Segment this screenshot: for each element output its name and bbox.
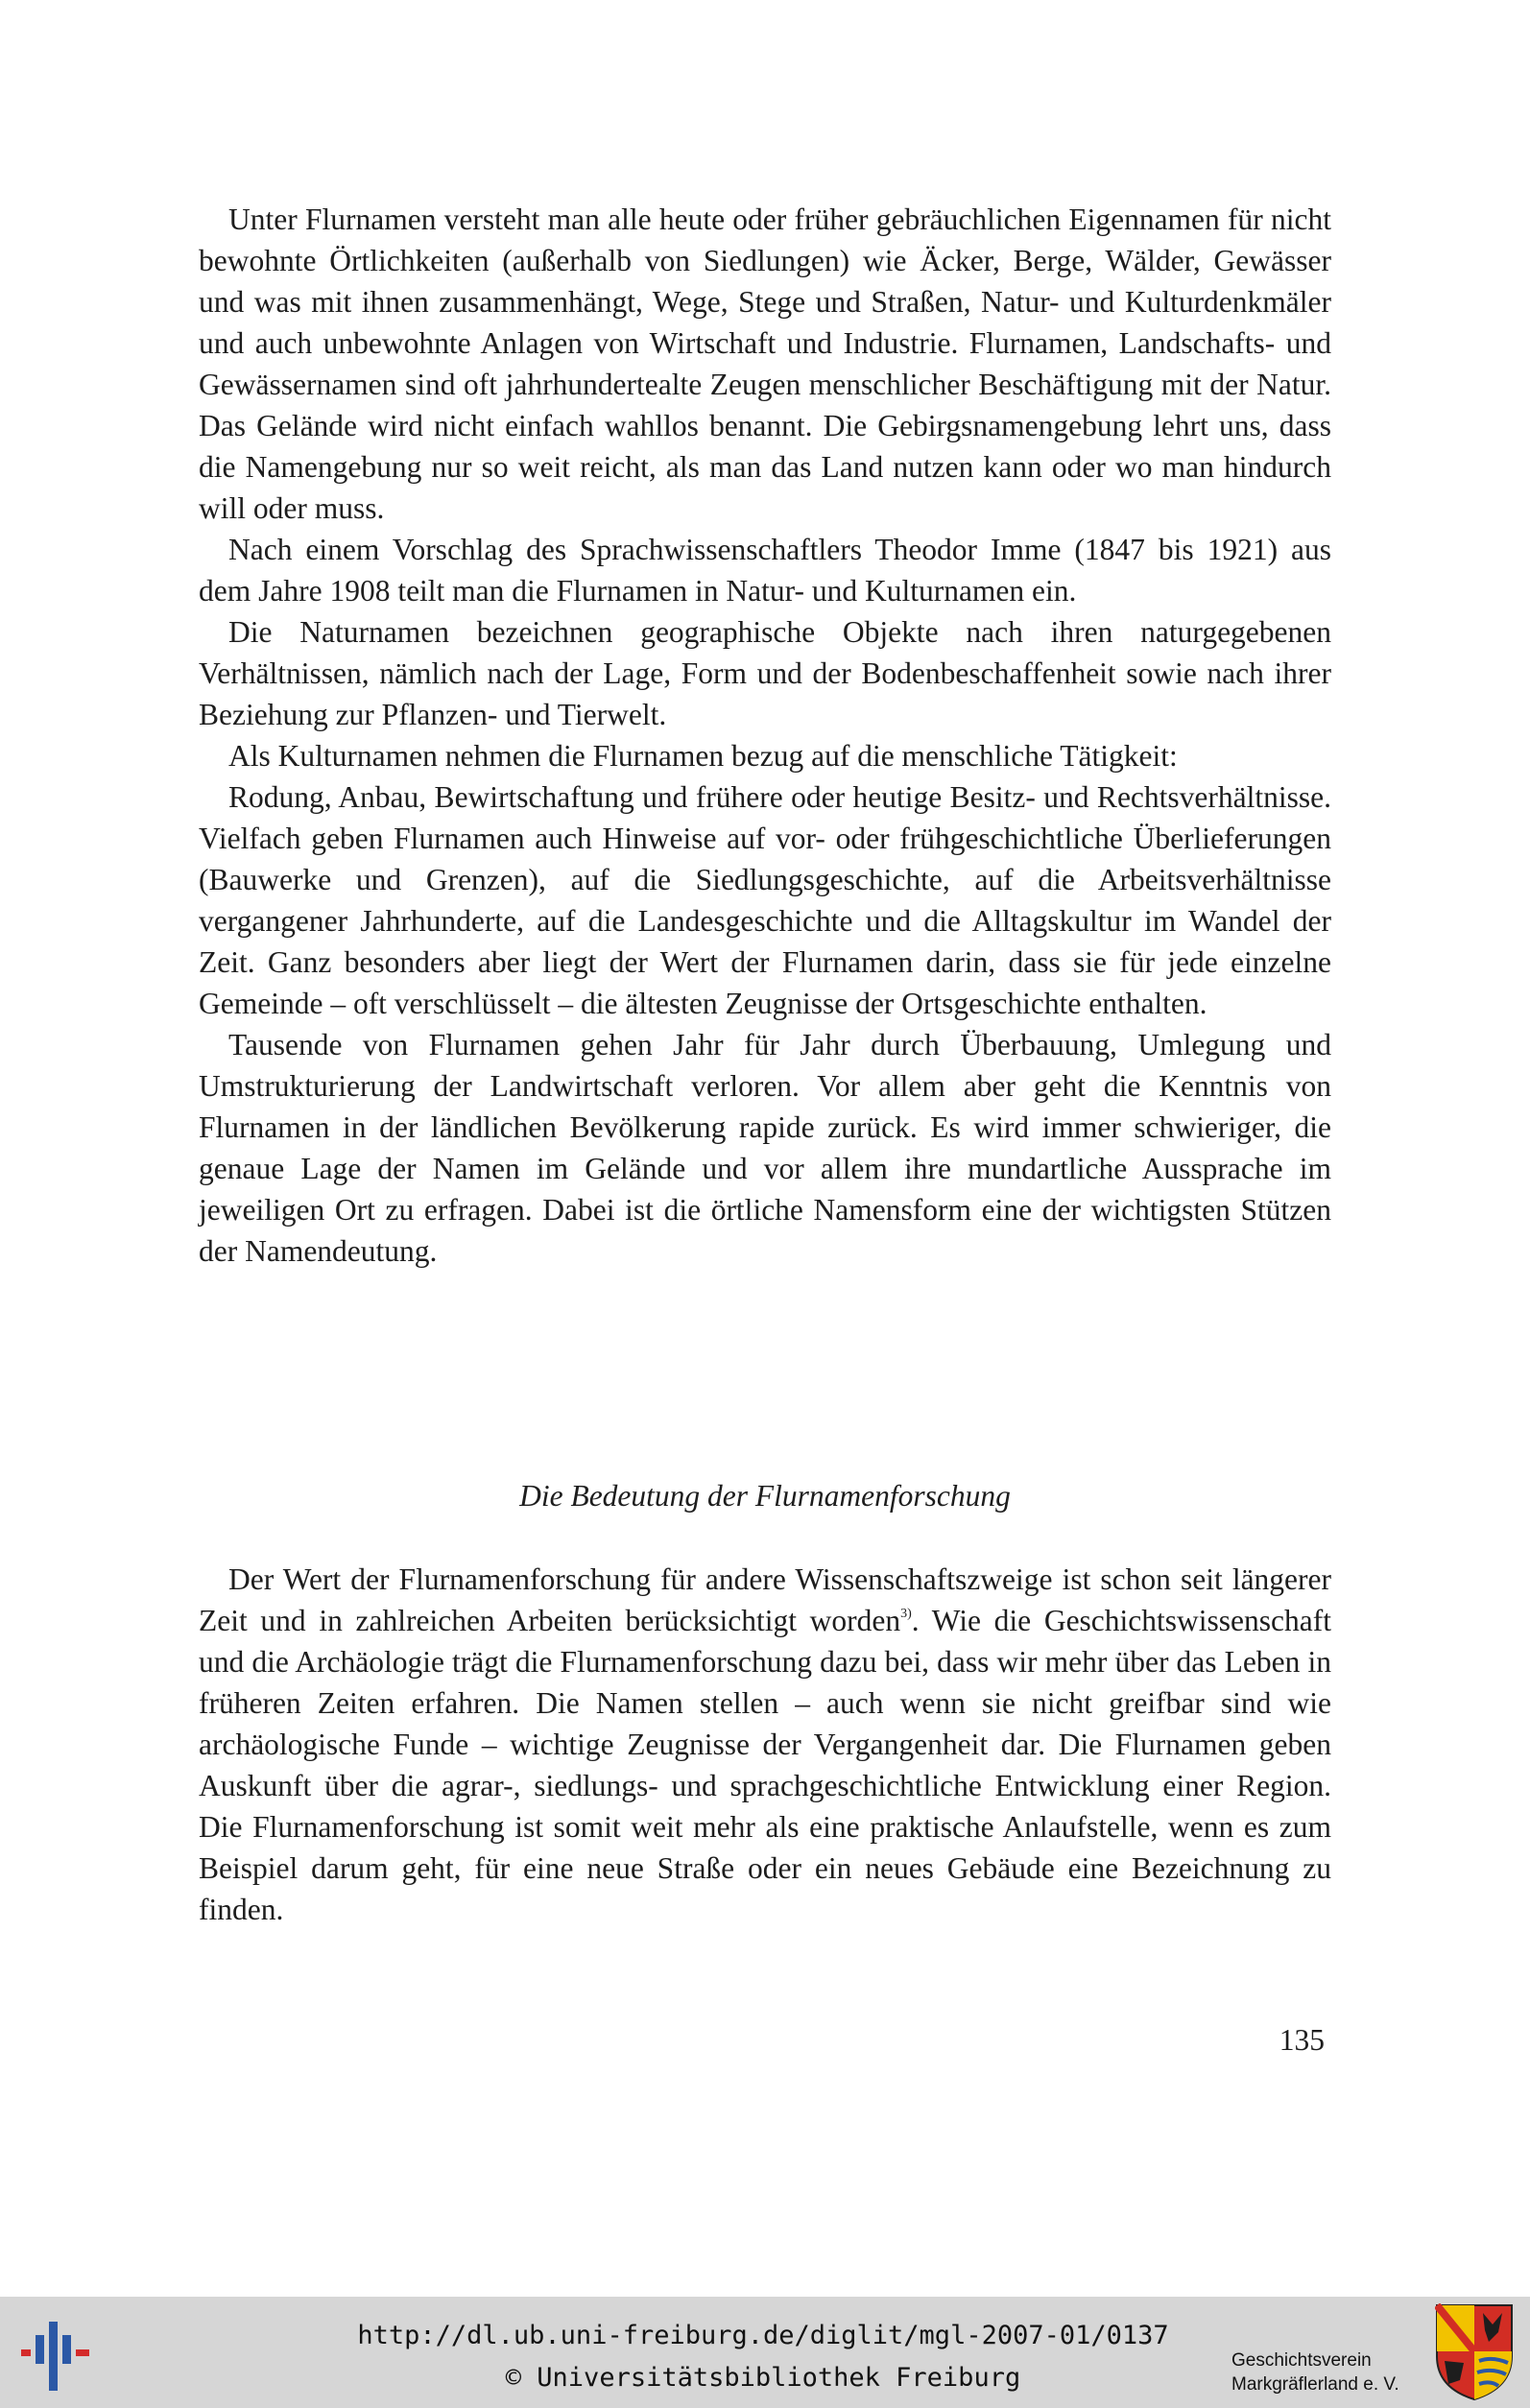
paragraph xyxy=(199,1559,1331,1930)
society-line: Markgräflerland e. V. xyxy=(1231,2374,1399,2395)
paragraph-part: . Wie die Geschichtswissenschaft und die Archäologie trägt die Flurnamenforschung dazu bei, dass wir mehr über das Leben in früheren Zeiten erfahren. Die Namen stellen – auch wenn sie nicht greifbar sind wie archäologische Funde – wichtige Zeugnisse der Vergangenheit dar. Die Flurnamen geben Auskunft über die agrar-, siedlungs- und sprachgeschichtliche Entwicklung einer Region. Die Flurnamenforschung ist somit weit mehr als eine praktische Anlaufstelle, wenn es zum Beispiel darum geht, für eine neue Straße oder ein neues Gebäude eine Bezeichnung zu finden. xyxy=(199,1604,1331,1926)
page-number: 135 xyxy=(1279,2023,1325,2057)
body-text-bottom xyxy=(199,1559,1331,1930)
paragraph: Tausende von Flurnamen gehen Jahr für Jahr durch Überbauung, Umlegung und Umstrukturierung der Landwirtschaft verloren. Vor allem aber geht die Kenntnis von Flurnamen in der ländlichen Bevölkerung rapide zurück. Es wird immer schwieriger, die genaue Lage der Namen im Gelände und vor allem ihre mundartliche Aussprache im jeweiligen Ort zu erfragen. Dabei ist die örtliche Namensform eine der wichtigsten Stützen der Namendeutung. xyxy=(199,1028,1331,1268)
document-url[interactable]: http://dl.ub.uni-freiburg.de/diglit/mgl-2007-01/0137 xyxy=(357,2321,1169,2350)
paragraph: Als Kulturnamen nehmen die Flurnamen bezug auf die menschliche Tätigkeit: xyxy=(228,739,1178,773)
copyright-notice: © Universitätsbibliothek Freiburg xyxy=(505,2363,1021,2393)
society-line: Geschichtsverein xyxy=(1231,2350,1372,2371)
body-text-top xyxy=(199,199,1331,1272)
paragraph: Nach einem Vorschlag des Sprachwissenschaftlers Theodor Imme (1847 bis 1921) aus dem Jahre 1908 teilt man die Flurnamen in Natur- und Kulturnamen ein. xyxy=(199,533,1331,608)
paragraph: Unter Flurnamen versteht man alle heute oder früher gebräuchlichen Eigennamen für nicht bewohnte Örtlichkeiten (außerhalb von Siedlungen) wie Äcker, Berge, Wälder, Gewässer und was mit ihnen zusammenhängt, Wege, Stege und Straßen, Natur- und Kulturdenkmäler und auch unbewohnte Anlagen von Wirtschaft und Industrie. Flurnamen, Landschafts- und Gewässernamen sind oft jahrhundertealte Zeugen menschlicher Beschäftigung mit der Natur. Das Gelände wird nicht einfach wahllos benannt. Die Gebirgsnamengebung lehrt uns, dass die Namengebung nur so weit reicht, als man das Land nutzen kann oder wo man hindurch will oder muss. xyxy=(199,203,1331,525)
footnote-reference[interactable]: 3) xyxy=(900,1607,912,1621)
society-name xyxy=(1231,2348,1433,2396)
paragraph-part: Der Wert der Flurnamenforschung für andere Wissenschaftszweige ist schon seit längerer Zeit und in zahlreichen Arbeiten berücksichtigt worden xyxy=(199,1562,1331,1637)
coat-of-arms-icon[interactable] xyxy=(1435,2303,1514,2401)
paragraph: Rodung, Anbau, Bewirtschaftung und frühere oder heutige Besitz- und Rechtsverhältnisse. Vielfach geben Flurnamen auch Hinweise auf vor- oder frühgeschichtliche Überlieferungen (Bauwerke und Grenzen), auf die Siedlungsgeschichte, auf die Arbeitsverhältnisse vergangener Jahrhunderte, auf die Landesgeschichte und die Alltagskultur im Wandel der Zeit. Ganz besonders aber liegt der Wert der Flurnamen darin, dass sie für jede einzelne Gemeinde – oft verschlüsselt – die ältesten Zeugnisse der Ortsgeschichte enthalten. xyxy=(199,780,1331,1020)
section-heading: Die Bedeutung der Flurnamenforschung xyxy=(519,1479,1011,1513)
ub-freiburg-logo-icon[interactable] xyxy=(19,2308,100,2395)
paragraph: Die Naturnamen bezeichnen geographische Objekte nach ihren naturgegebenen Verhältnissen, nämlich nach der Lage, Form und der Bodenbeschaffenheit sowie nach ihrer Beziehung zur Pflanzen- und Tierwelt. xyxy=(199,615,1331,731)
